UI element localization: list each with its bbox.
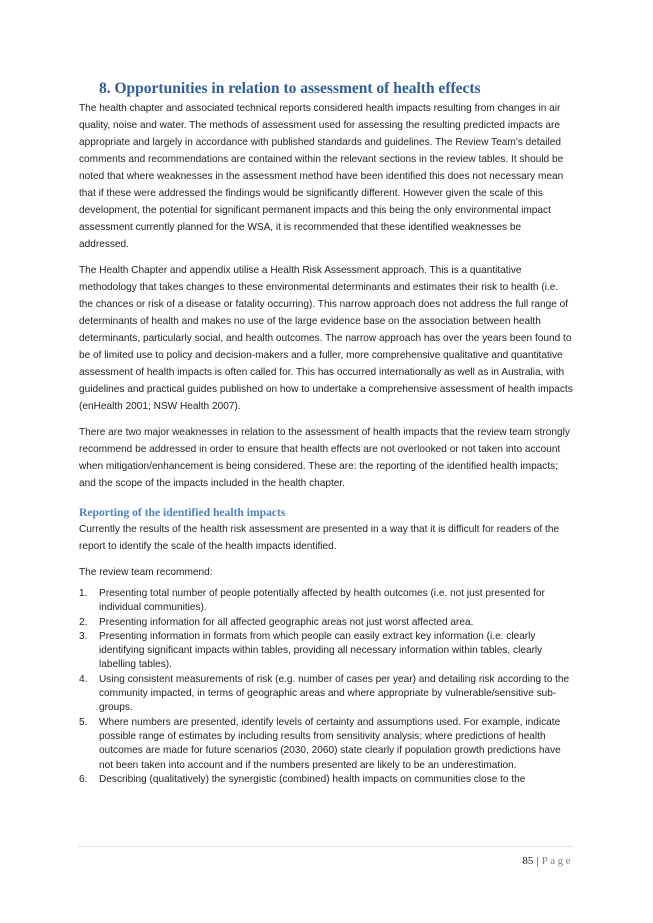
list-item	[79, 773, 573, 787]
list-item-text: Describing (qualitatively) the synergistic (combined) health impacts on communities close to the	[99, 773, 526, 785]
list-item-number: 3.	[79, 630, 88, 642]
footer-divider	[79, 846, 573, 847]
list-item	[79, 587, 573, 616]
list-item-text: Presenting total number of people potentially affected by health outcomes (i.e. not just presented for individual communities).	[99, 588, 545, 614]
list-item	[79, 630, 573, 673]
recommendation-list	[79, 587, 573, 787]
list-item-number: 1.	[79, 588, 88, 599]
page-footer	[522, 855, 573, 867]
list-item-number: 5.	[79, 716, 88, 728]
list-item	[79, 616, 573, 630]
section-heading: 8. Opportunities in relation to assessment of health effects	[99, 80, 481, 97]
list-item-number: 2.	[79, 616, 88, 628]
list-item-number: 6.	[79, 773, 88, 785]
paragraph-methodology: The Health Chapter and appendix utilise a Health Risk Assessment approach. This is a quantitative methodology that takes changes to these environmental determinants and estimates their risk to health (i.e. the chances or risk of a disease or fatality occurring). This narrow approach does not address the full range of determinants of health and makes no use of the large evidence base on the association between health determinants, particularly social, and health outcomes. The narrow approach has over the years been found to be of limited use to policy and decision-makers and a fuller, more comprehensive qualitative and quantitative assessment of health impacts is often called for. This has occurred internationally as well as in Australia, with guidelines and practical guides published on how to undertake a comprehensive assessment of health impacts (enHealth 2001; NSW Health 2007).	[79, 265, 573, 412]
paragraph-reporting: Currently the results of the health risk assessment are presented in a way that it is difficult for readers of the report to identify the scale of the health impacts identified.	[79, 524, 560, 552]
page-number: 85	[522, 855, 534, 867]
list-item	[79, 716, 573, 773]
paragraph-weaknesses: There are two major weaknesses in relation to the assessment of health impacts that the review team strongly recommend be addressed in order to ensure that health effects are not overlooked or not taken into account when mitigation/enhancement is being considered. These are: the reporting of the identified health impacts; and the scope of the impacts included in the health chapter.	[79, 427, 570, 489]
page-label: Page	[541, 855, 573, 867]
paragraph-recommend-lead: The review team recommend:	[79, 567, 213, 578]
list-item-text: Where numbers are presented, identify levels of certainty and assumptions used. For example, indicate possible range of estimates by including results from sensitivity analysis; where predictions of health outcomes are made for future scenarios (2030, 2060) state clearly if population growth predictions have not been taken into account and if the numbers presented are likely to be an underestimation.	[99, 716, 561, 771]
page-content	[79, 80, 573, 787]
list-item-text: Presenting information for all affected geographic areas not just worst affected area.	[99, 616, 474, 628]
subsection-heading: Reporting of the identified health impacts	[79, 506, 286, 519]
list-item	[79, 673, 573, 716]
list-item-text: Using consistent measurements of risk (e.g. number of cases per year) and detailing risk according to the community impacted, in terms of geographic areas and where appropriate by vulnerable/sensitive sub-groups.	[99, 673, 570, 714]
list-item-number: 4.	[79, 673, 88, 685]
list-item-text: Presenting information in formats from which people can easily extract key information (i.e. clearly identifying significant impacts within tables, providing all necessary information within tables, clearly labelling tables).	[99, 630, 543, 671]
footer-separator: |	[536, 855, 539, 867]
paragraph-intro: The health chapter and associated technical reports considered health impacts resulting from changes in air quality, noise and water. The methods of assessment used for assessing the resulting predicted impacts are appropriate and largely in accordance with published standards and guidelines. The Review Team’s detailed comments and recommendations are contained within the relevant sections in the review tables. It should be noted that where weaknesses in the assessment method have been identified this does not necessary mean that if these were addressed the findings would be significantly different. However given the scale of this development, the potential for significant permanent impacts and this being the only environmental impact assessment currently planned for the WSA, it is recommended that these identified weaknesses be addressed.	[79, 103, 564, 250]
